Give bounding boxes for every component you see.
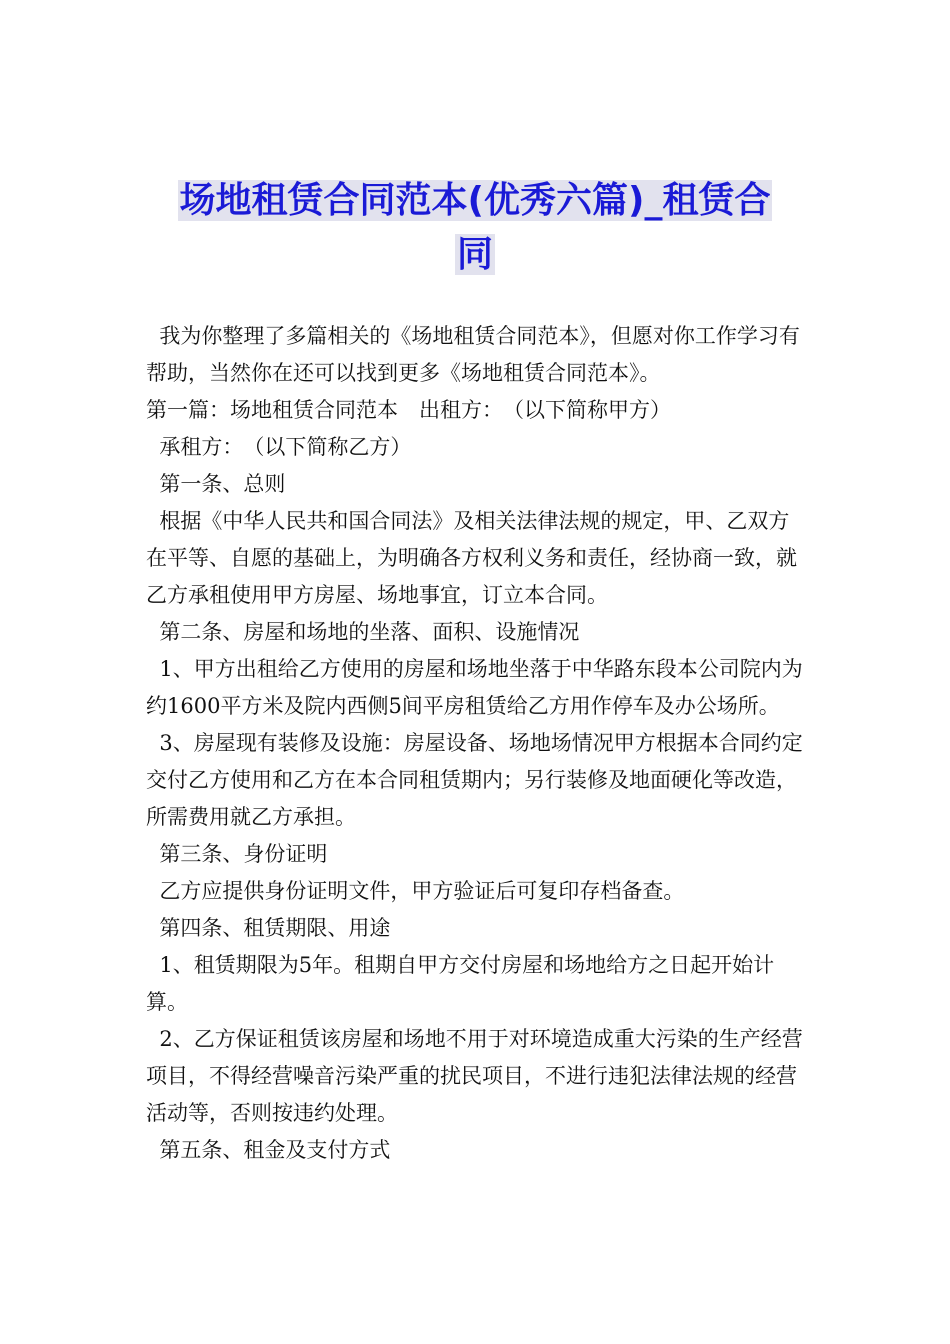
document-body <box>146 318 806 1169</box>
article-3-heading: 第三条、身份证明 <box>146 842 328 866</box>
article-2-heading: 第二条、房屋和场地的坐落、面积、设施情况 <box>146 620 580 644</box>
lessee-line: 承租方： （以下简称乙方） <box>146 435 412 459</box>
section-1-heading: 第一篇：场地租赁合同范本 出租方： （以下简称甲方） <box>146 398 671 422</box>
document-title <box>150 174 800 282</box>
title-line-1: 场地租赁合同范本(优秀六篇)_租赁合 <box>179 180 771 221</box>
article-4-heading: 第四条、租赁期限、用途 <box>146 916 391 940</box>
intro-paragraph: 我为你整理了多篇相关的《场地租赁合同范本》，但愿对你工作学习有帮助，当然你在还可以找到更多《场地租赁合同范本》。 <box>146 324 800 385</box>
article-2-item-3: 3、房屋现有装修及设施：房屋设备、场地场情况甲方根据本合同约定交付乙方使用和乙方在本合同租赁期内；另行装修及地面硬化等改造，所需费用就乙方承担。 <box>146 731 803 829</box>
article-5-heading: 第五条、租金及支付方式 <box>146 1138 391 1162</box>
article-4-item-1: 1、租赁期限为5年。租期自甲方交付房屋和场地给方之日起开始计算。 <box>146 953 775 1014</box>
article-4-item-2: 2、乙方保证租赁该房屋和场地不用于对环境造成重大污染的生产经营项目，不得经营噪音污染严重的扰民项目，不进行违犯法律法规的经营活动等，否则按违约处理。 <box>146 1027 803 1125</box>
article-2-item-1: 1、甲方出租给乙方使用的房屋和场地坐落于中华路东段本公司院内为约1600平方米及院内西侧5间平房租赁给乙方用作停车及办公场所。 <box>146 657 803 718</box>
article-3-paragraph: 乙方应提供身份证明文件，甲方验证后可复印存档备查。 <box>146 879 685 903</box>
article-1-heading: 第一条、总则 <box>146 472 286 496</box>
title-line-2: 同 <box>456 234 493 275</box>
article-1-paragraph: 根据《中华人民共和国合同法》及相关法律法规的规定，甲、乙双方在平等、自愿的基础上，为明确各方权利义务和责任，经协商一致，就乙方承租使用甲方房屋、场地事宜，订立本合同。 <box>146 509 797 607</box>
